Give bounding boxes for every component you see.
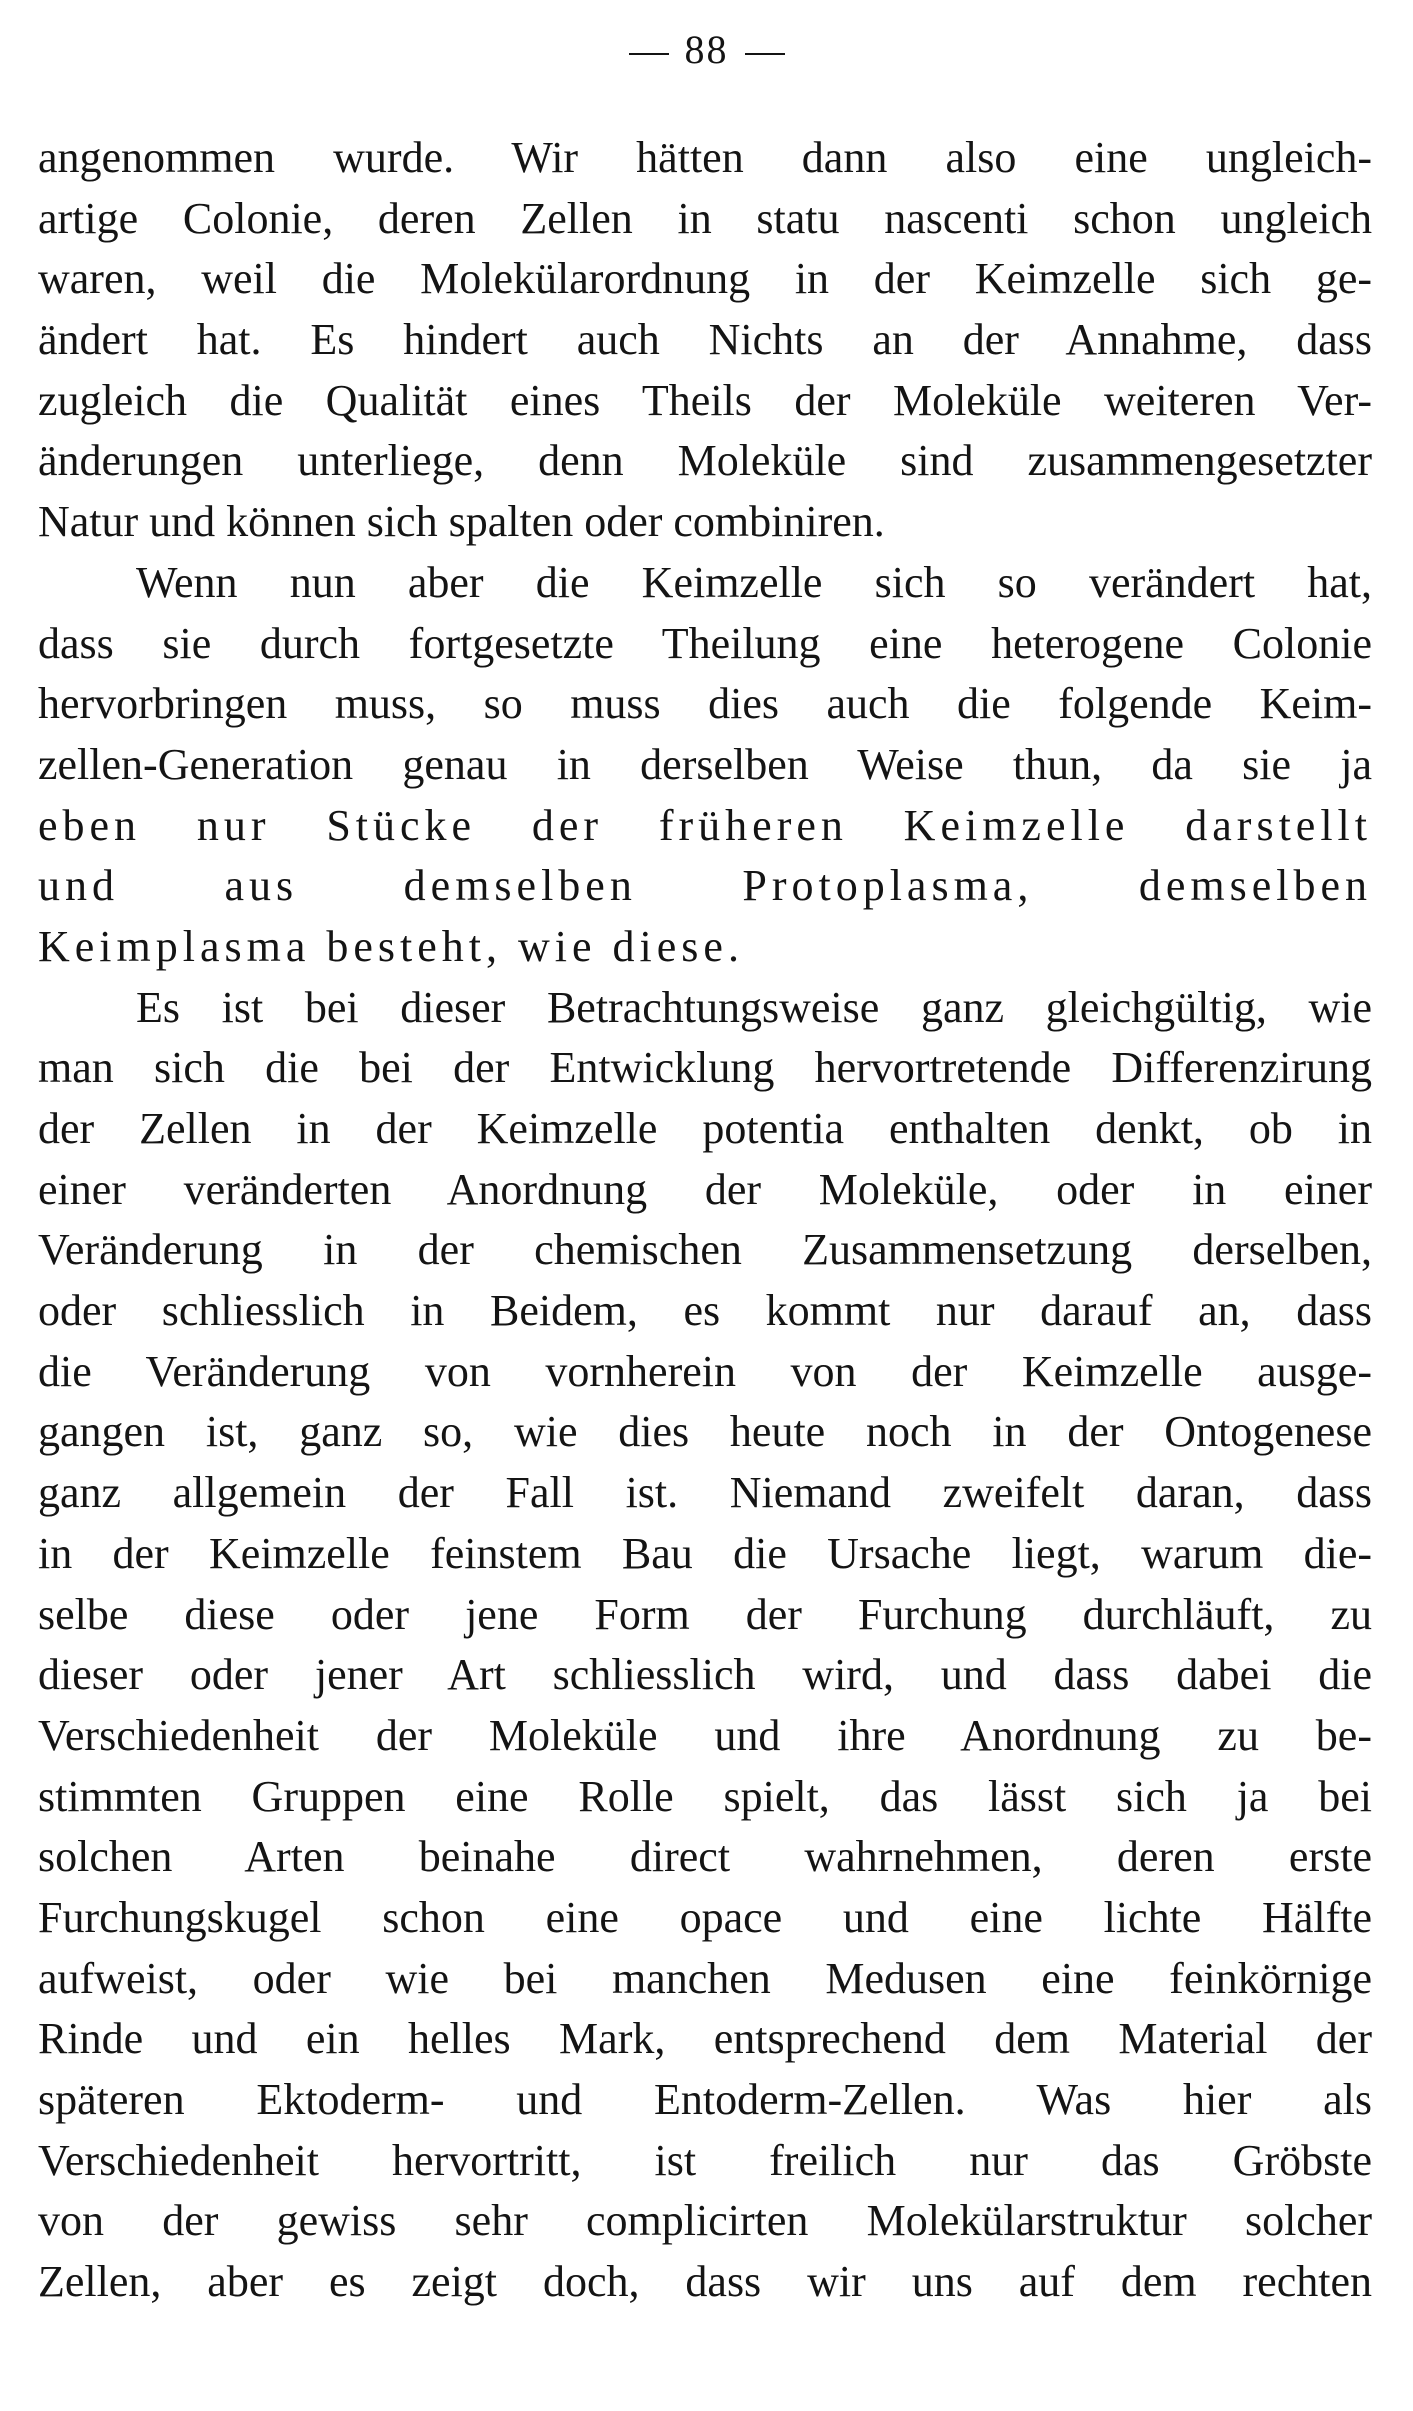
header-dash-left bbox=[629, 53, 669, 55]
text-line: in der Keimzelle feinstem Bau die Ursache liegt, warum die- bbox=[38, 1528, 1372, 1578]
text-line: Rinde und ein helles Mark, entsprechend dem Material der bbox=[38, 2014, 1372, 2064]
text-line: Es ist bei dieser Betrachtungsweise ganz gleichgültig, wie bbox=[136, 982, 1372, 1032]
text-line: Verschiedenheit der Moleküle und ihre Anordnung zu be- bbox=[38, 1710, 1372, 1760]
text-line: man sich die bei der Entwicklung hervortretende Differenzirung bbox=[38, 1043, 1372, 1093]
text-line: und aus demselben Protoplasma, demselben bbox=[38, 861, 1372, 911]
text-line: Keimplasma besteht, wie diese. bbox=[38, 921, 744, 971]
text-line: Veränderung in der chemischen Zusammensetzung derselben, bbox=[38, 1225, 1372, 1275]
text-line: ändert hat. Es hindert auch Nichts an der Annahme, dass bbox=[38, 315, 1372, 365]
text-line: aufweist, oder wie bei manchen Medusen eine feinkörnige bbox=[38, 1953, 1372, 2003]
text-line: artige Colonie, deren Zellen in statu nascenti schon ungleich bbox=[38, 193, 1372, 243]
text-line: solchen Arten beinahe direct wahrnehmen, deren erste bbox=[38, 1832, 1372, 1882]
text-line: stimmten Gruppen eine Rolle spielt, das lässt sich ja bei bbox=[38, 1771, 1372, 1821]
body-text bbox=[38, 128, 1372, 2313]
text-line: dieser oder jener Art schliesslich wird, und dass dabei die bbox=[38, 1650, 1372, 1700]
page-header bbox=[0, 22, 1413, 78]
text-line: waren, weil die Molekülarordnung in der Keimzelle sich ge- bbox=[38, 254, 1372, 304]
text-line: änderungen unterliege, denn Moleküle sind zusammengesetzter bbox=[38, 436, 1372, 486]
text-line: die Veränderung von vornherein von der Keimzelle ausge- bbox=[38, 1346, 1372, 1396]
text-line: der Zellen in der Keimzelle potentia enthalten denkt, ob in bbox=[38, 1104, 1372, 1153]
text-line: einer veränderten Anordnung der Moleküle, oder in einer bbox=[38, 1164, 1372, 1214]
text-line: Natur und können sich spalten oder combiniren. bbox=[38, 497, 885, 547]
text-line: zugleich die Qualität eines Theils der Moleküle weiteren Ver- bbox=[38, 375, 1372, 425]
page-number: 88 bbox=[684, 27, 729, 72]
text-line: angenommen wurde. Wir hätten dann also eine ungleich- bbox=[38, 133, 1372, 182]
text-line: oder schliesslich in Beidem, es kommt nur darauf an, dass bbox=[38, 1286, 1372, 1336]
text-line: zellen-Generation genau in derselben Weise thun, da sie ja bbox=[38, 739, 1372, 789]
text-line: Verschiedenheit hervortritt, ist freilich nur das Gröbste bbox=[38, 2135, 1372, 2185]
text-line: Furchungskugel schon eine opace und eine lichte Hälfte bbox=[38, 1892, 1372, 1942]
text-line: selbe diese oder jene Form der Furchung durchläuft, zu bbox=[38, 1589, 1372, 1639]
text-line: eben nur Stücke der früheren Keimzelle darstellt bbox=[38, 800, 1372, 850]
text-line: gangen ist, ganz so, wie dies heute noch in der Ontogenese bbox=[38, 1407, 1372, 1457]
header-dash-right bbox=[745, 53, 785, 55]
text-line: ganz allgemein der Fall ist. Niemand zweifelt daran, dass bbox=[38, 1468, 1372, 1518]
text-line: dass sie durch fortgesetzte Theilung eine heterogene Colonie bbox=[38, 618, 1372, 668]
text-line: späteren Ektoderm- und Entoderm-Zellen. Was hier als bbox=[38, 2075, 1372, 2124]
text-line: hervorbringen muss, so muss dies auch die folgende Keim- bbox=[38, 679, 1372, 729]
text-line: Wenn nun aber die Keimzelle sich so verändert hat, bbox=[136, 557, 1372, 607]
text-line: von der gewiss sehr complicirten Molekülarstruktur solcher bbox=[38, 2196, 1372, 2246]
text-line: Zellen, aber es zeigt doch, dass wir uns auf dem rechten bbox=[38, 2257, 1372, 2307]
